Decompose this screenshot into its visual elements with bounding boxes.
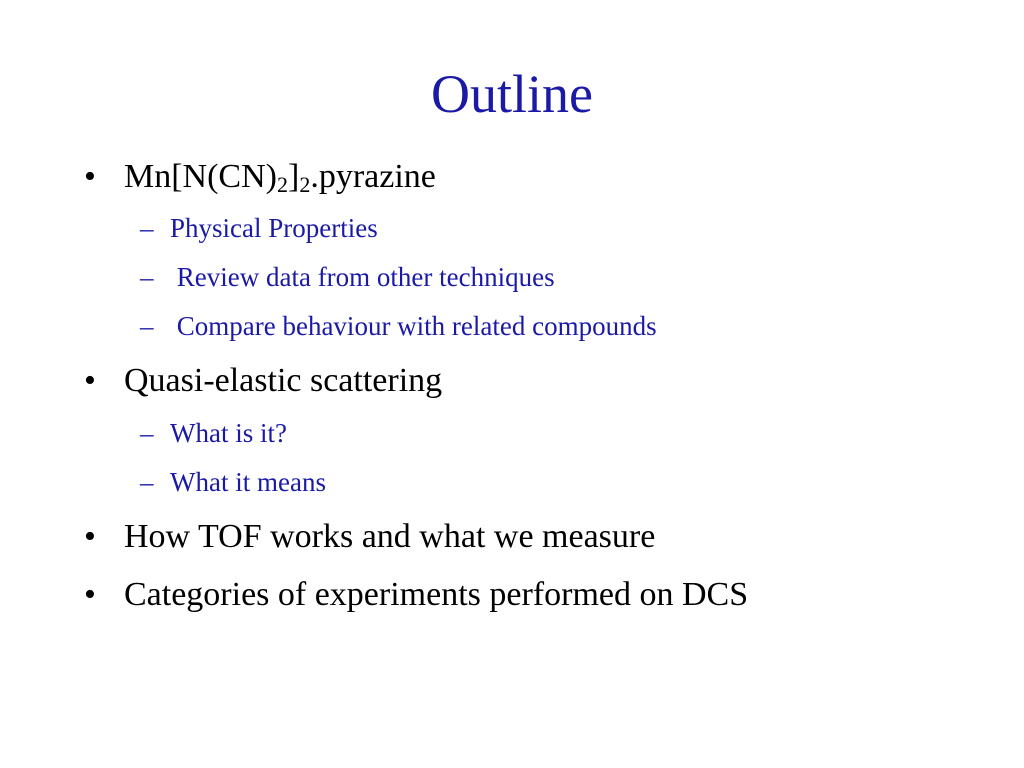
dash-marker: – bbox=[140, 467, 154, 497]
formula-part: ] bbox=[287, 158, 300, 195]
sub-item-compare-behaviour bbox=[140, 310, 657, 342]
sub-item-text: Physical Properties bbox=[170, 213, 378, 243]
bullet-marker: • bbox=[84, 362, 96, 399]
bullet-text: Quasi-elastic scattering bbox=[124, 362, 443, 399]
dash-marker: – bbox=[140, 311, 154, 341]
compound-formula bbox=[124, 158, 436, 195]
formula-part: Mn[N(CN) bbox=[124, 158, 277, 195]
sub-item-physical-properties bbox=[140, 212, 378, 244]
dash-marker: – bbox=[140, 418, 154, 448]
formula-subscript: 2 bbox=[276, 172, 288, 197]
bullet-marker: • bbox=[84, 158, 96, 195]
sub-item-what-is-it bbox=[140, 417, 287, 449]
sub-item-text: What it means bbox=[170, 467, 326, 497]
formula-subscript: 2 bbox=[299, 172, 311, 197]
bullet-item-compound bbox=[84, 157, 436, 197]
slide-title: Outline bbox=[431, 64, 593, 124]
bullet-marker: • bbox=[84, 518, 96, 555]
bullet-text: How TOF works and what we measure bbox=[124, 518, 656, 555]
sub-item-text: Compare behaviour with related compounds bbox=[170, 311, 657, 341]
sub-item-review-data bbox=[140, 261, 555, 293]
bullet-item-tof bbox=[84, 517, 655, 557]
dash-marker: – bbox=[140, 213, 154, 243]
bullet-item-quasi-elastic bbox=[84, 361, 442, 401]
sub-item-text: Review data from other techniques bbox=[170, 262, 555, 292]
bullet-marker: • bbox=[84, 576, 96, 613]
dash-marker: – bbox=[140, 262, 154, 292]
sub-item-what-it-means bbox=[140, 466, 326, 498]
bullet-text: Categories of experiments performed on DCS bbox=[124, 576, 749, 613]
formula-part: .pyrazine bbox=[310, 158, 436, 195]
bullet-item-categories bbox=[84, 575, 748, 615]
sub-item-text: What is it? bbox=[170, 418, 287, 448]
